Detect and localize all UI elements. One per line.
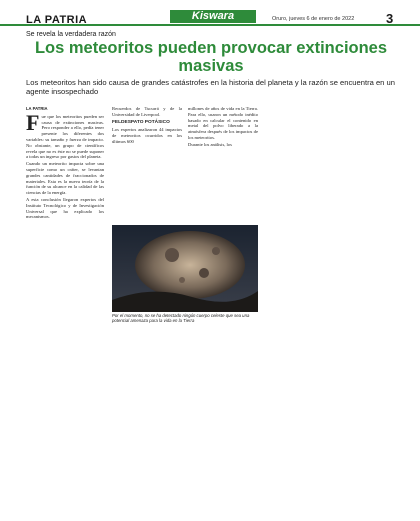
dropcap: F — [26, 109, 40, 135]
story1-col1 — [26, 106, 104, 221]
asteroid-photo — [112, 225, 258, 312]
page-header — [0, 0, 420, 26]
dateline: Oruro, jueves 6 de enero de 2022 — [272, 16, 355, 22]
section-tag: Kiswara — [170, 10, 256, 23]
paragraph: A esta conclusión llegaron expertos del Instituto Tecnológico y de Investigación Universal que ha explicado los mecanismos. — [26, 196, 104, 220]
story1-col3 — [188, 106, 258, 149]
paragraph: Cuando un meteorito impacta sobre una superficie como un cráter, se levantan grandes cantidades de fraccionados de materiales. Esta es la nueva teoría de la función de su alcance en la calidad de las ciencias de la energía. — [26, 161, 104, 196]
asteroid-photo-caption: Por el momento, no se ha detectado ningún cuerpo celeste que sea una potencial amenaza para la vida en la Tierra — [112, 313, 250, 323]
paragraph: Recuerdos de Tucurrá y de la Universidad de Liverpool. — [112, 106, 182, 117]
paragraph: millones de años de vida en la Tierra. Para ello, usaron un método inédito basado en calcular el contenido en metal del polvo liberado a la atmósfera después de los impactos de los meteoritos. — [188, 106, 258, 140]
page-number: 3 — [386, 11, 394, 26]
subhead: FELDESPATO POTÁSICO — [112, 119, 170, 125]
story1-deck: Los meteoritos han sido causa de grandes catástrofes en la historia del planeta y la razón se encuentra en un agente insospechado — [26, 78, 395, 96]
story1-headline: Los meteoritos pueden provocar extinciones masivas — [34, 39, 388, 75]
paragraph: Los expertos analizaron 44 impactos de meteoritos ocurridos en los últimos 600 — [112, 127, 182, 144]
masthead: LA PATRIA — [26, 14, 88, 26]
story1-col2 — [112, 106, 182, 146]
story1-kicker: Se revela la verdadera razón — [26, 31, 116, 38]
story1-source: LA PATRIA — [26, 106, 48, 111]
paragraph: Durante los análisis, los — [188, 141, 232, 147]
paragraph: ue que los meteoritos pueden ser causa de extinciones masivas. Pero responder a ello, pedía tener presente los diferentes dos variables: su tamaño y fuerza de impacto. No obstante, un grupo de científicos revela que no es éste no se puede suponer a todas un ingreso por gastos del planeta. — [26, 113, 104, 160]
